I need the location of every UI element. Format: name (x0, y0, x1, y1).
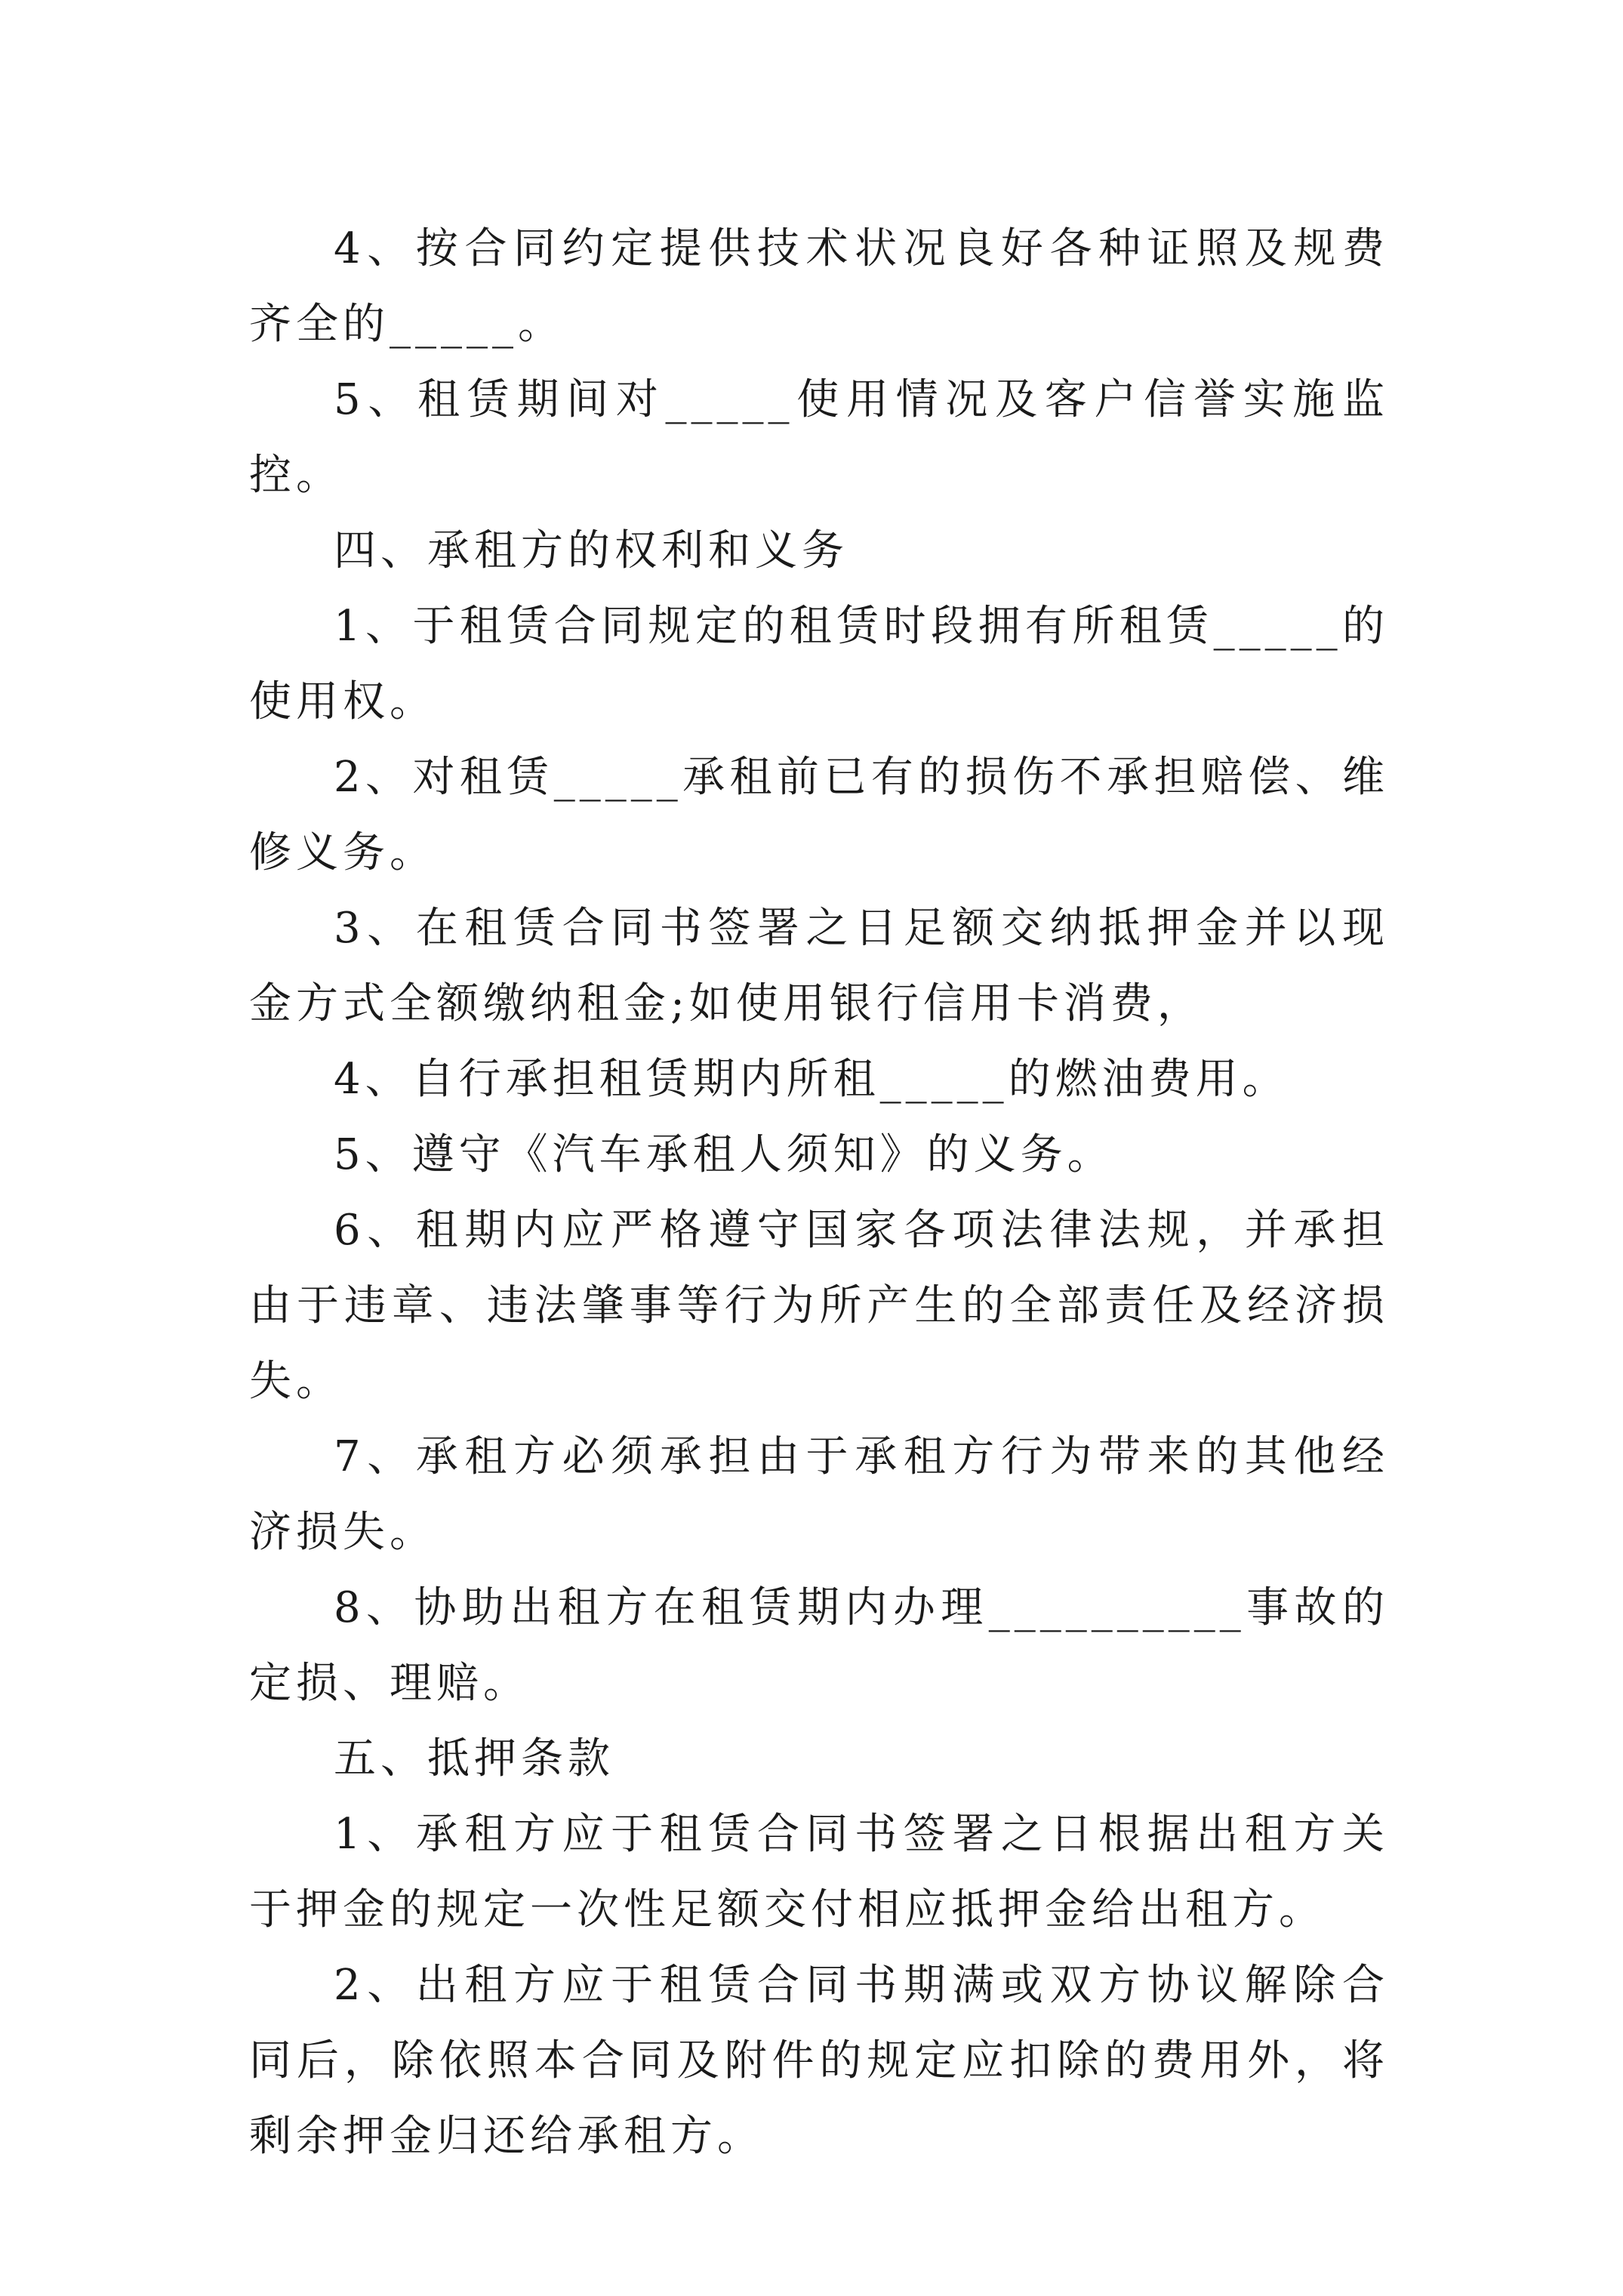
clause-4-2: 2、对租赁_____承租前已有的损伤不承担赔偿、维修义务。 (249, 753, 1389, 877)
section-heading-5: 五、抵押条款 (334, 1734, 614, 1783)
clause-4-3: 3、在租赁合同书签署之日足额交纳抵押金并以现金方式全额缴纳租金;如使用银行信用卡消费， (249, 904, 1389, 1028)
clause-5-2: 2、出租方应于租赁合同书期满或双方协议解除合同后，除依照本合同及附件的规定应扣除的费用外，将剩余押金归还给承租方。 (249, 1961, 1389, 2161)
clause-3-4: 4、按合同约定提供技术状况良好各种证照及规费齐全的_____。 (249, 224, 1389, 349)
clause-4-8: 8、协助出租方在租赁期内办理__________事故的定损、理赔。 (249, 1583, 1389, 1708)
section-heading-4: 四、承租方的权利和义务 (334, 526, 848, 575)
clause-4-1: 1、于租赁合同规定的租赁时段拥有所租赁_____的使用权。 (249, 602, 1389, 726)
clause-4-4: 4、自行承担租赁期内所租_____的燃油费用。 (334, 1055, 1289, 1104)
clause-4-6: 6、租期内应严格遵守国家各项法律法规，并承担由于违章、违法肇事等行为所产生的全部责任及经济损失。 (249, 1206, 1389, 1406)
clause-4-5: 5、遵守《汽车承租人须知》的义务。 (334, 1130, 1114, 1179)
clause-4-7: 7、承租方必须承担由于承租方行为带来的其他经济损失。 (249, 1432, 1389, 1557)
document-body (249, 211, 1389, 2174)
clause-3-5: 5、租赁期间对_____使用情况及客户信誉实施监控。 (249, 375, 1389, 500)
clause-5-1: 1、承租方应于租赁合同书签署之日根据出租方关于押金的规定一次性足额交付相应抵押金给出租方。 (249, 1810, 1389, 1934)
